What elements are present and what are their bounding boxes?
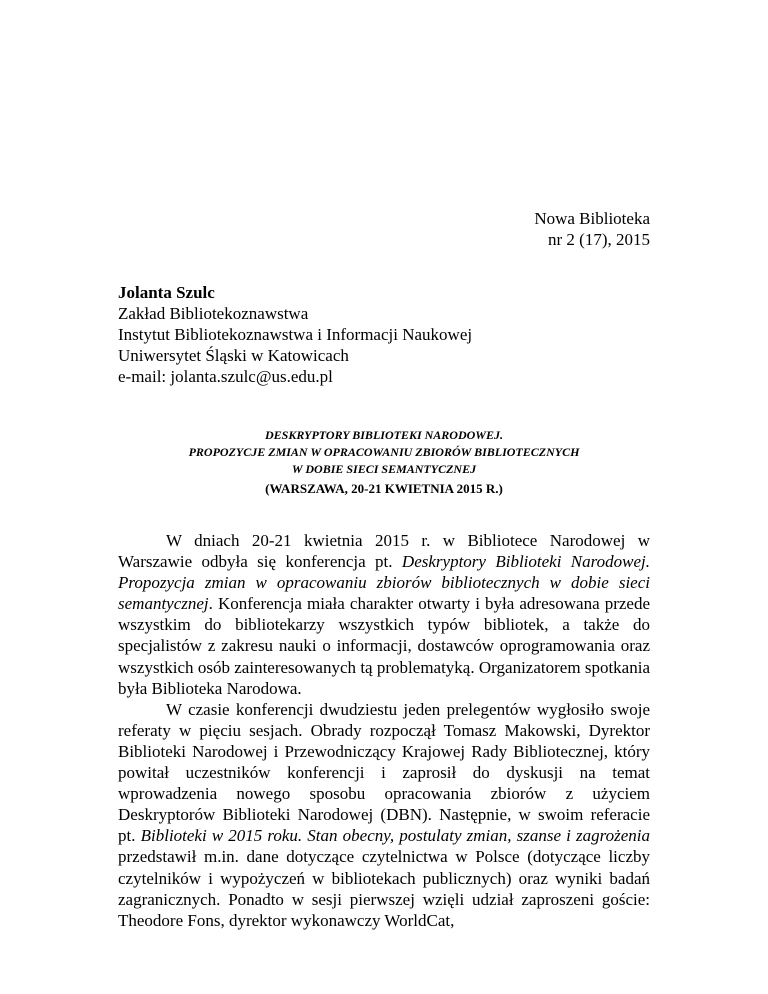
affiliation-institute: Instytut Bibliotekoznawstwa i Informacji Naukowej <box>118 325 473 344</box>
author-name: Jolanta Szulc <box>118 283 215 302</box>
article-body <box>118 530 650 931</box>
paragraph-2-text-b: przedstawił m.in. dane dotyczące czytelnictwa w Polsce (dotyczące liczby czytelników i wypożyczeń w bibliotekach publicznych) oraz wyniki badań zagranicznych. Ponadto w sesji pierwszej wzięli udział zaproszeni goście: Theodore Fons, dyrektor wykonawczy WorldCat, <box>118 847 650 930</box>
article-title <box>118 427 650 498</box>
paragraph-1 <box>118 530 650 699</box>
journal-header <box>534 208 650 250</box>
affiliation-university: Uniwersytet Śląski w Katowicach <box>118 346 349 365</box>
paragraph-1-text-b: . Konferencja miała charakter otwarty i była adresowana przede wszystkim do bibliotekarzy wszystkich typów bibliotek, a także do specjalistów z zakresu nauki o informacji, dostawców oprogramowania oraz wszystkich osób zainteresowanych tą problematyką. Organizatorem spotkania była Biblioteka Narodowa. <box>118 594 650 698</box>
title-line-3: W DOBIE SIECI SEMANTYCZNEJ <box>291 462 477 476</box>
paragraph-1-conference-title: Deskryptory Biblioteki Narodowej. Propozycja zmian w opracowaniu zbiorów bibliotecznych w dobie sieci semantycznej <box>118 552 650 614</box>
paragraph-2 <box>118 699 650 931</box>
title-event-info: (WARSZAWA, 20-21 KWIETNIA 2015 R.) <box>265 481 503 496</box>
title-line-1: DESKRYPTORY BIBLIOTEKI NARODOWEJ. <box>265 428 503 442</box>
paragraph-2-talk-title: Biblioteki w 2015 roku. Stan obecny, postulaty zmian, szanse i zagrożenia <box>140 826 650 846</box>
title-line-2: PROPOZYCJE ZMIAN W OPRACOWANIU ZBIORÓW BIBLIOTECZNYCH <box>188 445 580 459</box>
journal-issue: nr 2 (17), 2015 <box>548 230 650 249</box>
author-email: e-mail: jolanta.szulc@us.edu.pl <box>118 367 333 386</box>
author-block <box>118 282 472 387</box>
affiliation-department: Zakład Bibliotekoznawstwa <box>118 304 309 323</box>
paragraph-1-text-a: W dniach 20-21 kwietnia 2015 r. w Bibliotece Narodowej w Warszawie odbyła się konferencja pt. <box>118 531 650 572</box>
paragraph-2-text-a: W czasie konferencji dwudziestu jeden prelegentów wygłosiło swoje referaty w pięciu sesjach. Obrady rozpoczął Tomasz Makowski, Dyrektor Biblioteki Narodowej i Przewodniczący Krajowej Rady Bibliotecznej, który powitał uczestników konferencji i zaprosił do dyskusji na temat wprowadzenia nowego sposobu opracowania zbiorów z użyciem Deskryptorów Biblioteki Narodowej (DBN). Następnie, w swoim referacie pt. <box>118 699 650 846</box>
journal-name: Nowa Biblioteka <box>534 209 650 228</box>
